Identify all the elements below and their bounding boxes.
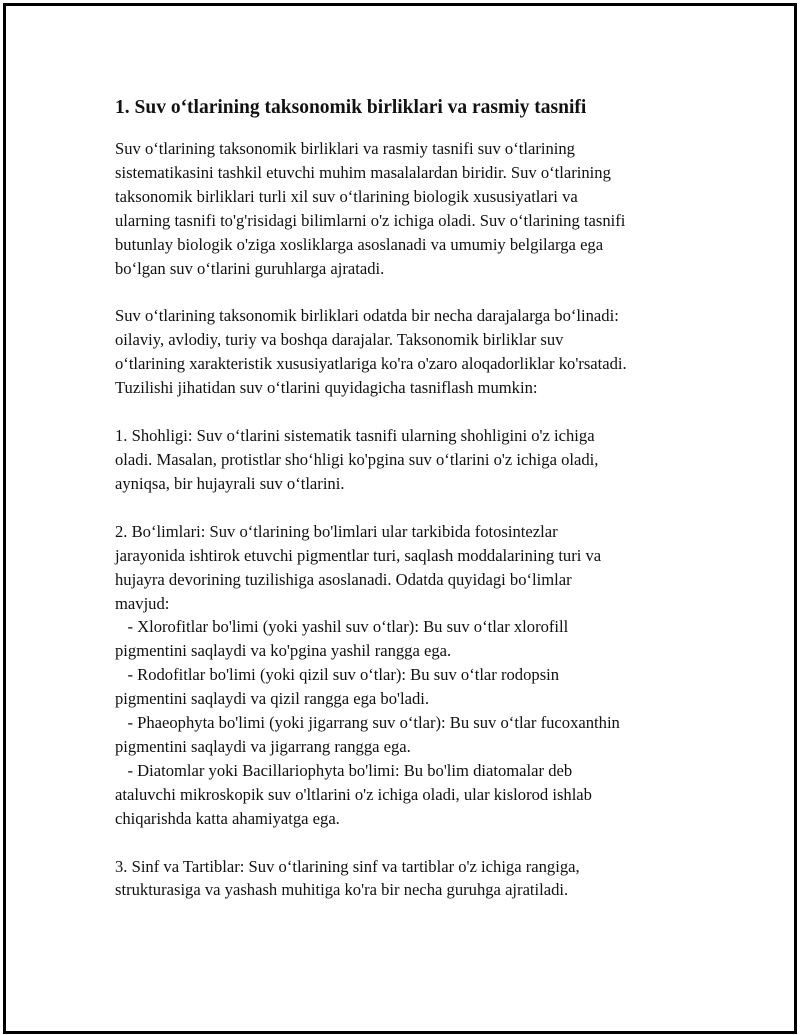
- list-item: - Rodofitlar bo'limi (yoki qizil suv o‘tlar): Bu suv o‘tlar rodopsin: [115, 665, 560, 685]
- text-line: hujayra devorining tuzilishiga asoslanadi. Odatda quyidagi bo‘limlar: [115, 569, 572, 589]
- text-line: o‘tlarining xarakteristik xususiyatlariga ko'ra o'zaro aloqadorliklar ko'rsatadi.: [115, 354, 627, 374]
- section-heading: 1. Suv o‘tlarining taksonomik birliklari va rasmiy tasnifi: [115, 97, 587, 118]
- text-line: ataluvchi mikroskopik suv o'ltlarini o'z ichiga oladi, ular kislorod ishlab: [115, 784, 592, 804]
- text-line: Suv o‘tlarining taksonomik birliklari odatda bir necha darajalarga bo‘linadi:: [115, 306, 619, 326]
- text-line: bo‘lgan suv o‘tlarini guruhlarga ajratadi.: [115, 258, 385, 278]
- list-item: - Xlorofitlar bo'limi (yoki yashil suv o‘tlar): Bu suv o‘tlar xlorofill: [115, 617, 569, 637]
- list-item: - Diatomlar yoki Bacillariophyta bo'limi: Bu bo'lim diatomalar deb: [115, 760, 573, 780]
- text-line: pigmentini saqlaydi va qizil rangga ega bo'ladi.: [115, 689, 430, 709]
- text-line: butunlay biologik o'ziga xosliklarga asoslanadi va umumiy belgilarga ega: [115, 234, 604, 254]
- text-line: sistematikasini tashkil etuvchi muhim masalalardan biridir. Suv o‘tlarining: [115, 162, 611, 182]
- text-line: oilaviy, avlodiy, turiy va boshqa darajalar. Taksonomik birliklar suv: [115, 330, 564, 350]
- text-line: 1. Shohligi: Suv o‘tlarini sistematik tasnifi ularning shohligini o'z ichiga: [115, 426, 595, 446]
- text-line: chiqarishda katta ahamiyatga ega.: [115, 808, 340, 828]
- text-line: taksonomik birliklari turli xil suv o‘tlarining biologik xususiyatlari va: [115, 186, 578, 206]
- text-line: 3. Sinf va Tartiblar: Suv o‘tlarining sinf va tartiblar o'z ichiga rangiga,: [115, 856, 580, 876]
- document-body: [115, 95, 695, 926]
- paragraph-divisions: [115, 520, 695, 831]
- paragraph-intro: [115, 137, 695, 280]
- paragraph-levels: [115, 304, 695, 400]
- paragraph-classes: [115, 855, 695, 903]
- text-line: pigmentini saqlaydi va jigarrang rangga ega.: [115, 736, 411, 756]
- text-line: oladi. Masalan, protistlar sho‘hligi ko'pgina suv o‘tlarini o'z ichiga oladi,: [115, 449, 599, 469]
- text-line: ularning tasnifi to'g'risidagi bilimlarni o'z ichiga oladi. Suv o‘tlarining tasnifi: [115, 210, 626, 230]
- text-line: ayniqsa, bir hujayrali suv o‘tlarini.: [115, 473, 345, 493]
- text-line: Suv o‘tlarining taksonomik birliklari va rasmiy tasnifi suv o‘tlarining: [115, 139, 575, 158]
- text-line: pigmentini saqlaydi va ko'pgina yashil rangga ega.: [115, 641, 452, 661]
- text-line: mavjud:: [115, 593, 170, 613]
- list-item: - Phaeophyta bo'limi (yoki jigarrang suv o‘tlar): Bu suv o‘tlar fucoxanthin: [115, 713, 620, 733]
- paragraph-kingdom: [115, 424, 695, 496]
- text-line: Tuzilishi jihatidan suv o‘tlarini quyidagicha tasniflash mumkin:: [115, 378, 538, 398]
- text-line: strukturasiga va yashash muhitiga ko'ra bir necha guruhga ajratiladi.: [115, 880, 569, 900]
- text-line: 2. Bo‘limlari: Suv o‘tlarining bo'limlari ular tarkibida fotosintezlar: [115, 521, 558, 541]
- text-line: jarayonida ishtirok etuvchi pigmentlar turi, saqlash moddalarining turi va: [115, 545, 602, 565]
